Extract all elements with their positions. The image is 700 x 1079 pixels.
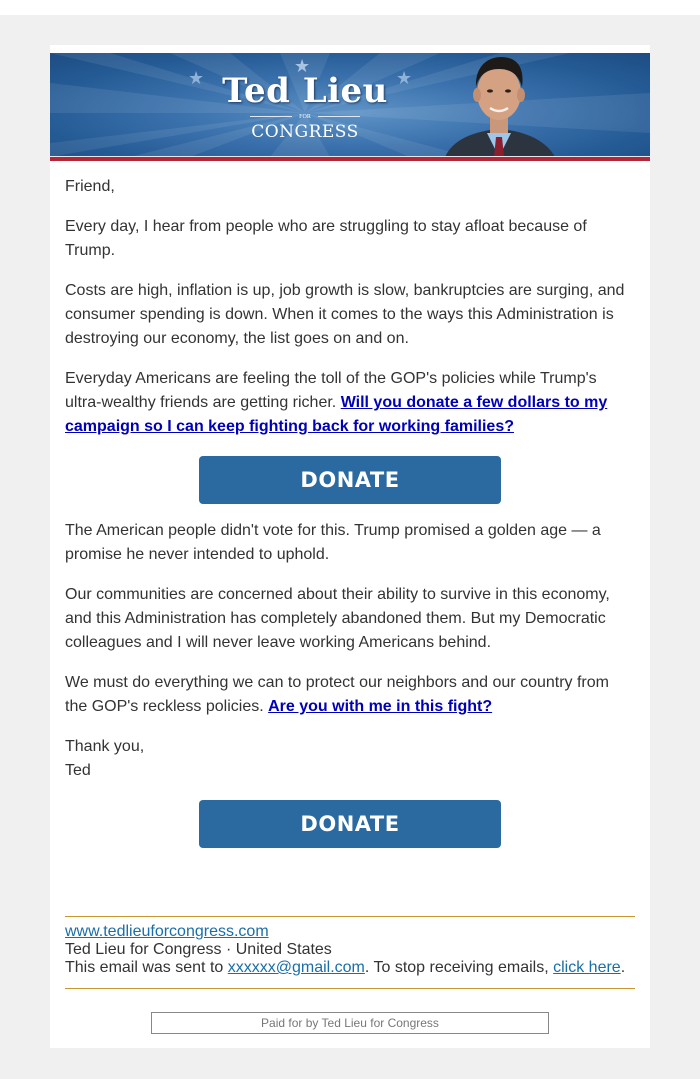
- logo-congress: CONGRESS: [251, 122, 359, 142]
- paragraph-3: [65, 367, 630, 439]
- logo-for: FOR: [299, 114, 311, 120]
- top-strip: [0, 0, 700, 15]
- star-icon: ★: [396, 68, 413, 88]
- paid-for-by-box: Paid for by Ted Lieu for Congress: [151, 1012, 549, 1034]
- candidate-portrait: [435, 53, 565, 157]
- footer-unsubscribe-row: [65, 959, 635, 977]
- banner-red-stripe: [50, 157, 650, 161]
- website-link[interactable]: www.tedlieuforcongress.com: [65, 923, 269, 940]
- star-icon: ★: [294, 56, 311, 76]
- stop-text: . To stop receiving emails,: [364, 959, 554, 976]
- footer: [65, 923, 635, 977]
- unsubscribe-link[interactable]: click here: [553, 959, 621, 976]
- paragraph-3-text: Everyday Americans are feeling the toll of the GOP's policies while Trump's ultra-wealthy friends are getting richer.: [65, 370, 597, 411]
- donate-link[interactable]: Will you donate a few dollars to my campaign so I can keep fighting back for working families?: [65, 394, 608, 435]
- paragraph-2: Costs are high, inflation is up, job growth is slow, bankruptcies are surging, and consumer spending is down. When it comes to the ways this Administration is destroying our economy, the list goes on and on.: [65, 282, 625, 347]
- header-banner: [50, 53, 650, 161]
- signoff-thanks: Thank you,: [65, 738, 145, 755]
- footer-rule-top: [65, 916, 635, 917]
- footer-website-row: [65, 923, 635, 941]
- donate-button-bottom[interactable]: DONATE: [199, 800, 501, 848]
- paragraph-1: Every day, I hear from people who are struggling to stay afloat because of Trump.: [65, 218, 587, 259]
- donate-button[interactable]: DONATE: [199, 456, 501, 504]
- footer-org: Ted Lieu for Congress · United States: [65, 941, 332, 958]
- email-body: [65, 175, 630, 455]
- paragraph-4: The American people didn't vote for this. Trump promised a golden age — a promise he never intended to uphold.: [65, 522, 601, 563]
- footer-rule-bottom: [65, 988, 635, 989]
- logo-name: Ted Lieu: [222, 71, 388, 111]
- paragraph-6-text: We must do everything we can to protect our neighbors and our country from the GOP's reckless policies.: [65, 674, 609, 715]
- sent-to-text: This email was sent to: [65, 959, 228, 976]
- greeting: Friend,: [65, 178, 115, 195]
- paragraph-6: [65, 671, 630, 719]
- paragraph-5: Our communities are concerned about their ability to survive in this economy, and this Administration has completely abandoned them. But my Democratic colleagues and I will never leave working Americans behind.: [65, 586, 610, 651]
- signoff-name: Ted: [65, 762, 91, 779]
- fight-link[interactable]: Are you with me in this fight?: [268, 698, 493, 715]
- period-text: .: [620, 959, 626, 976]
- star-icon: ★: [188, 68, 205, 88]
- email-card: [50, 45, 650, 1048]
- email-body-continued: [65, 519, 630, 799]
- recipient-email-link[interactable]: xxxxxx@gmail.com: [227, 959, 365, 976]
